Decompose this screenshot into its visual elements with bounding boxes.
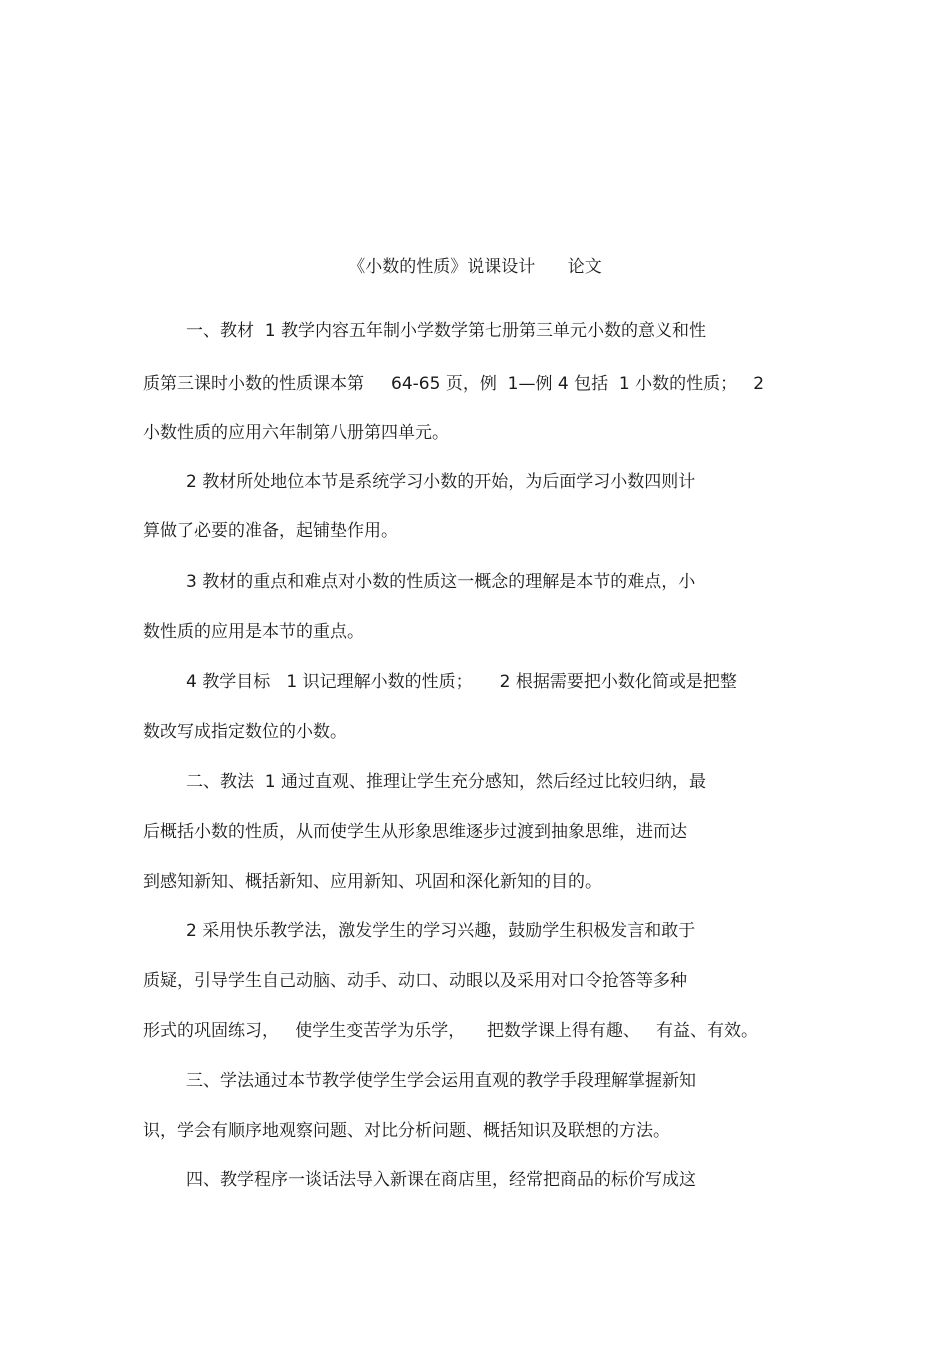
paragraph-line: 四、教学程序一谈话法导入新课在商店里，经常把商品的标价写成这 [186,1170,696,1190]
paragraph-line: 三、学法通过本节教学使学生学会运用直观的教学手段理解掌握新知 [186,1071,696,1091]
paragraph-line: 数性质的应用是本节的重点。 [143,622,364,642]
paragraph-line: 质疑，引导学生自己动脑、动手、动口、动眼以及采用对口令抢答等多种 [143,971,687,991]
paragraph-line: 一、教材 1 教学内容五年制小学数学第七册第三单元小数的意义和性 [186,321,707,341]
paragraph-line: 4 教学目标 1 识记理解小数的性质； 2 根据需要把小数化简或是把整 [186,672,737,692]
paragraph-line: 数改写成指定数位的小数。 [143,722,347,742]
paragraph-line: 质第三课时小数的性质课本第 64-65 页，例 1—例 4 包括 1 小数的性质； 2 [143,374,765,394]
paragraph-line: 到感知新知、概括新知、应用新知、巩固和深化新知的目的。 [143,872,602,892]
paragraph-line: 小数性质的应用六年制第八册第四单元。 [143,423,449,443]
paragraph-line: 二、教法 1 通过直观、推理让学生充分感知，然后经过比较归纳，最 [186,772,707,792]
paragraph-line: 后概括小数的性质，从而使学生从形象思维逐步过渡到抽象思维，进而达 [143,822,687,842]
paragraph-line: 2 采用快乐教学法，激发学生的学习兴趣，鼓励学生积极发言和敢于 [186,921,696,941]
paragraph-line: 算做了必要的准备，起铺垫作用。 [143,521,398,541]
paragraph-line: 2 教材所处地位本节是系统学习小数的开始，为后面学习小数四则计 [186,472,696,492]
document-title: 《小数的性质》说课设计 论文 [348,257,602,277]
paragraph-line: 形式的巩固练习， 使学生变苦学为乐学， 把数学课上得有趣、 有益、有效。 [143,1021,759,1041]
paragraph-line: 识，学会有顺序地观察问题、对比分析问题、概括知识及联想的方法。 [143,1121,670,1141]
paragraph-line: 3 教材的重点和难点对小数的性质这一概念的理解是本节的难点，小 [186,572,696,592]
